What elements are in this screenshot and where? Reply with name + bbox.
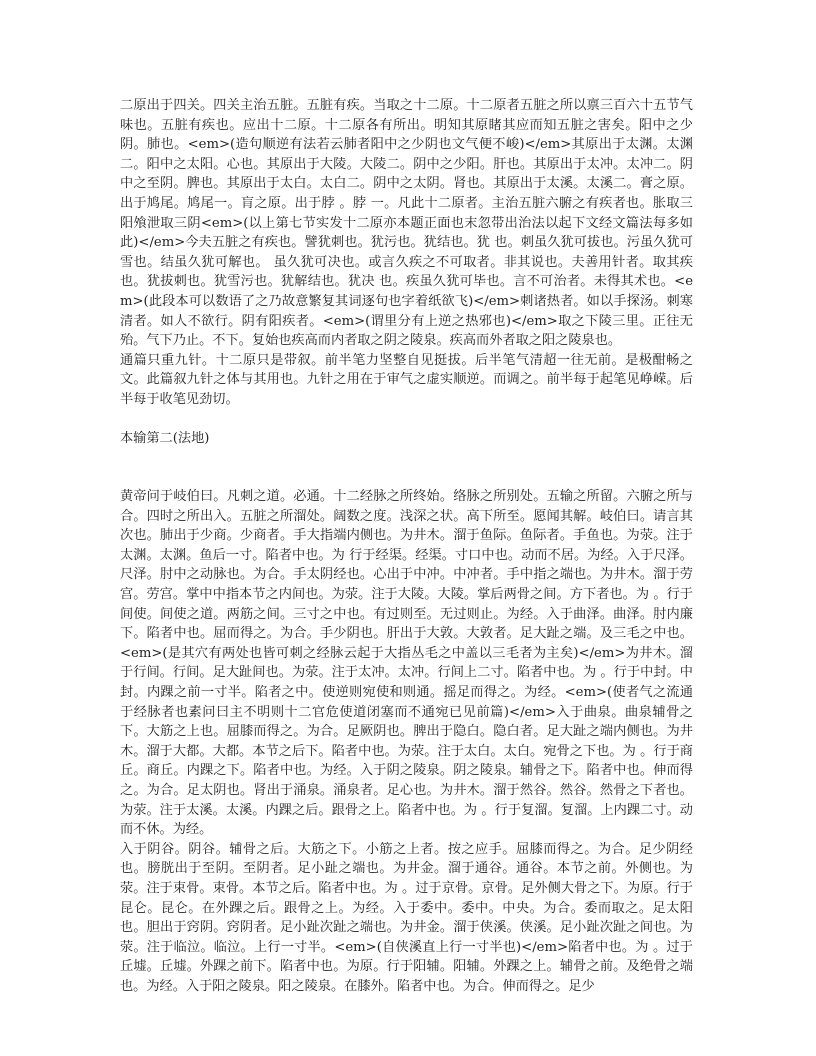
- paragraph-yin-valley: 入于阴谷。阴谷。辅骨之后。大筋之下。小筋之上者。按之应手。屈膝而得之。为合。足少阴经也。膀胱出于至阴。至阴者。足小趾之端也。为井金。溜于通谷。通谷。本节之前。外侧也。为荥。注于束骨。束骨。本节之后。陷者中也。为 。过于京骨。京骨。足外侧大骨之下。为原。行于昆仑。昆仑。在外踝之后。跟骨之上。为经。入于委中。委中。中央。为合。委而取之。足太阳也。胆出于窍阴。窍阴者。足小趾次趾之端也。为井金。溜于侠溪。侠溪。足小趾次趾之间也。为荥。注于临泣。临泣。上行一寸半。<em>(自侠溪直上行一寸半也)</em>陷者中也。为 。过于丘墟。丘墟。外踝之前下。陷者中也。为原。行于阳辅。阳辅。外踝之上。辅骨之前。及绝骨之端也。为经。入于阳之陵泉。阳之陵泉。在膝外。陷者中也。为合。伸而得之。足少: [120, 841, 693, 994]
- spacer: [120, 410, 693, 429]
- section-heading: 本输第二(法地): [120, 430, 210, 446]
- paragraph-commentary: 通篇只重九针。十二原只是带叙。前半笔力坚整自见挺拔。后半笔气清超一往无前。是极酣畅之文。此篇叙九针之体与其用也。九针之用在于审气之虚实顺逆。而调之。前半每于起笔见峥嵘。后半每于收笔见劲切。: [120, 352, 693, 407]
- paragraph-five-transports: 黄帝问于岐伯曰。凡刺之道。必通。十二经脉之所终始。络脉之所别处。五输之所留。六腑之所与合。四时之所出入。五脏之所溜处。阔数之度。浅深之状。高下所至。愿闻其解。岐伯曰。请言其次也。肺出于少商。少商者。手大指端内侧也。为井木。溜于鱼际。鱼际者。手鱼也。为荥。注于太渊。太渊。鱼后一寸。陷者中也。为 行于经渠。经渠。寸口中也。动而不居。为经。入于尺泽。尺泽。肘中之动脉也。为合。手太阴经也。心出于中冲。中冲者。手中指之端也。为井木。溜于劳宫。劳宫。掌中中指本节之内间也。为荥。注于大陵。大陵。掌后两骨之间。方下者也。为 。行于间使。间使之道。两筋之间。三寸之中也。有过则至。无过则止。为经。入于曲泽。曲泽。肘内廉下。陷者中也。屈而得之。为合。手少阴也。肝出于大敦。大敦者。足大趾之端。及三毛之中也。<em>(是其穴有两处也皆可刺之经脉云起于大指丛毛之中盖以三毛者为主矣)</em>为井木。溜于行间。行间。足大趾间也。为荥。注于太冲。太冲。行间上二寸。陷者中也。为 。行于中封。中封。内踝之前一寸半。陷者之中。使逆则宛使和则通。摇足而得之。为经。<em>(使者气之流通于经脉者也素问曰主不明则十二官危使道闭塞而不通宛已见前篇)</em>入于曲泉。曲泉辅骨之下。大筋之上也。屈膝而得之。为合。足厥阴也。脾出于隐白。隐白者。足大趾之端内侧也。为井木。溜于大都。大都。本节之后下。陷者中也。为荥。注于太白。太白。宛骨之下也。为 。行于商丘。商丘。内踝之下。陷者中也。为经。入于阴之陵泉。阴之陵泉。辅骨之下。陷者中也。伸而得之。为合。足太阴也。肾出于涌泉。涌泉者。足心也。为井木。溜于然谷。然谷。然骨之下者也。为荥。注于太溪。太溪。内踝之后。跟骨之上。陷者中也。为 。行于复溜。复溜。上内踝二寸。动而不休。为经。: [120, 489, 693, 838]
- spacer: [120, 448, 693, 487]
- document-page: [120, 96, 693, 997]
- paragraph-twelve-sources: 二原出于四关。四关主治五脏。五脏有疾。当取之十二原。十二原者五脏之所以禀三百六十五节气味也。五脏有疾也。应出十二原。十二原各有所出。明知其原睹其应而知五脏之害矣。阳中之少阴。肺也。<em>(造句顺逆有法若云肺者阳中之少阴也文气便不峻)</em>其原出于太渊。太渊二。阳中之太阳。心也。其原出于大陵。大陵二。阴中之少阳。肝也。其原出于太冲。太冲二。阴中之至阴。脾也。其原出于太白。太白二。阴中之太阴。肾也。其原出于太溪。太溪二。膏之原。出于鸠尾。鸠尾一。肓之原。出于脖 。脖 一。凡此十二原者。主治五脏六腑之有疾者也。胀取三阳飧泄取三阴<em>(以上第七节实发十二原亦本题正面也末忽带出治法以起下文经文篇法每多如此)</em>今夫五脏之有疾也。譬犹刺也。犹污也。犹结也。犹 也。刺虽久犹可拔也。污虽久犹可雪也。结虽久犹可解也。 虽久犹可决也。或言久疾之不可取者。非其说也。夫善用针者。取其疾也。犹拔刺也。犹雪污也。犹解结也。犹决 也。疾虽久犹可毕也。言不可治者。未得其术也。<em>(此段本可以数语了之乃故意繁复其词逐句也字着纸欲飞)</em>刺诸热者。如以手探汤。刺寒清者。如人不欲行。阴有阳疾者。<em>(谓里分有上逆之热邪也)</em>取之下陵三里。正往无殆。气下乃止。不下。复始也疾高而内者取之阴之陵泉。疾高而外者取之阳之陵泉也。: [120, 98, 693, 349]
